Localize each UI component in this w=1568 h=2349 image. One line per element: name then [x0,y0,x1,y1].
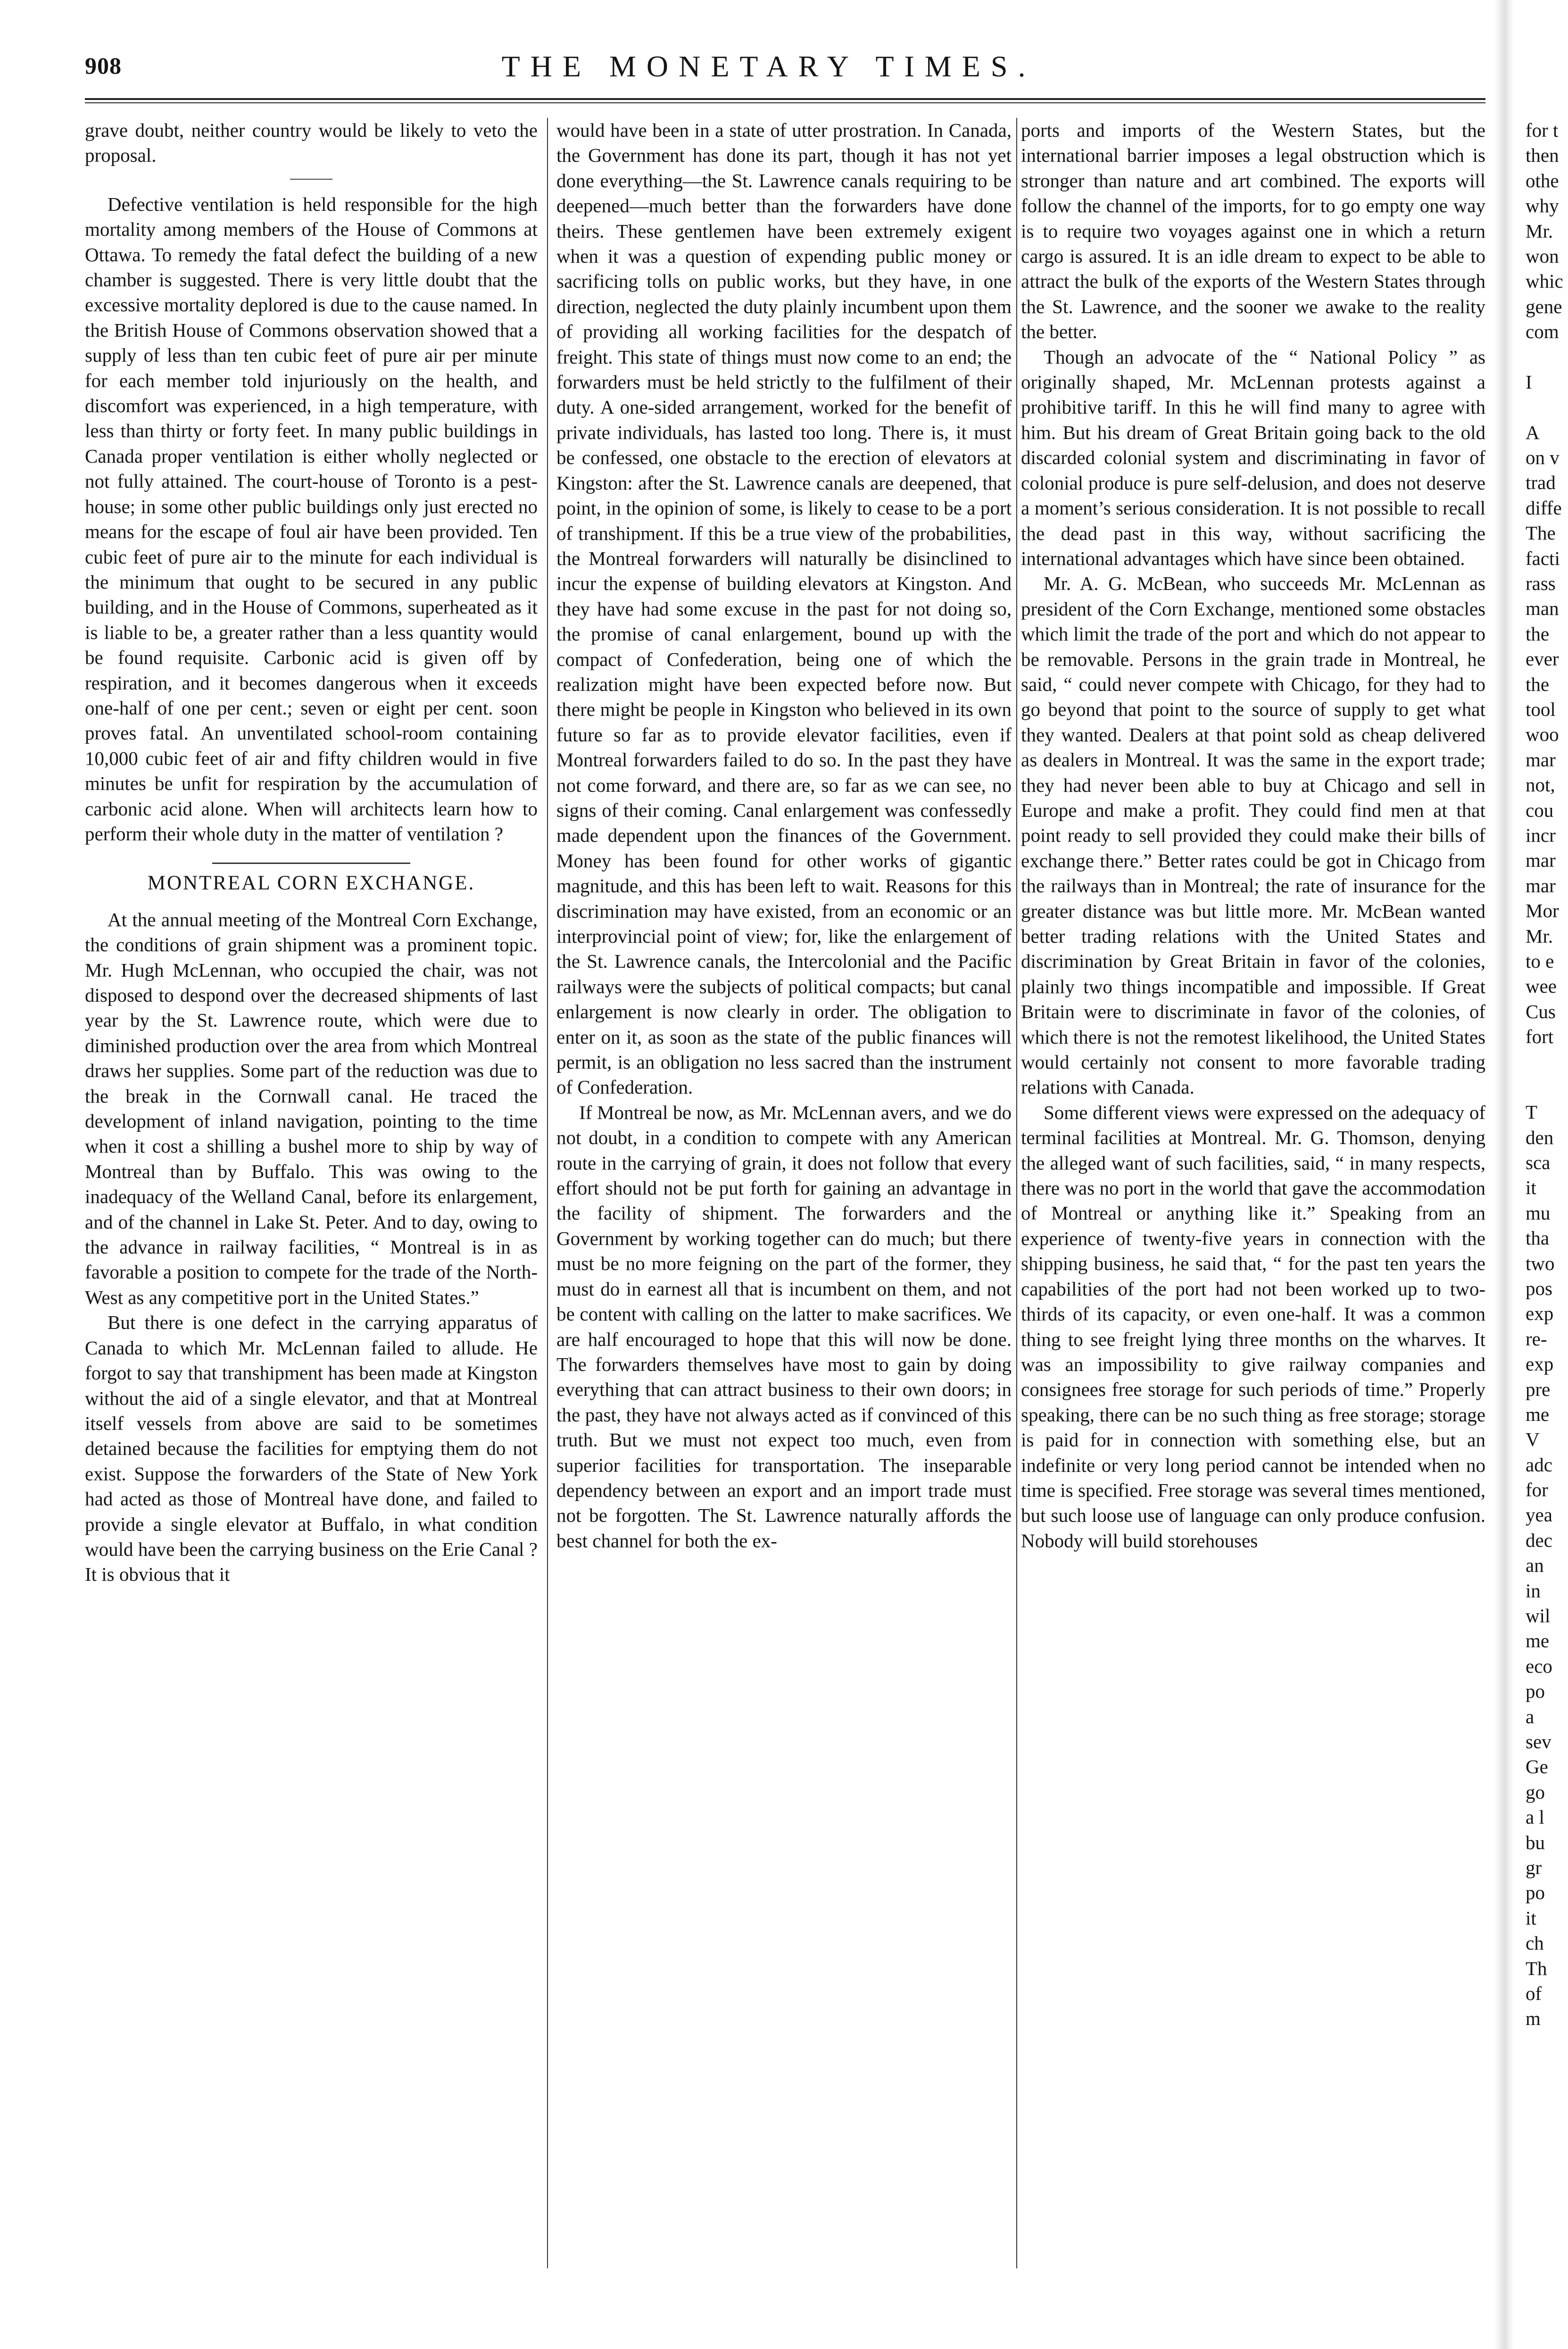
adjacent-page-fragment: diffe [1526,497,1562,519]
adjacent-page-fragment: Th [1526,1957,1547,1979]
adjacent-page-fragment: T [1526,1101,1538,1123]
paragraph: But there is one defect in the carrying apparatus of Canada to which Mr. McLennan failed to allude. He forgot to say that transhipment has been made at Kingston without the aid of a single elevator, and that at Montreal itself vessels from above are said to be sometimes detained because the facilities for emptying them do not exist. Suppose the forwarders of the State of New York had acted as those of Montreal have done, and failed to provide a single elevator at Buffalo, in what condition would have been the carrying business on the Erie Canal ? It is obvious that it [85,1311,538,1585]
section-heading: MONTREAL CORN EXCHANGE. [147,872,475,895]
adjacent-page-fragment: mar [1526,874,1556,896]
adjacent-page-fragment: a [1526,1705,1535,1727]
adjacent-page-fragment: tool [1526,698,1556,720]
paragraph: Defective ventilation is held responsible for the high mortality among members of the House of Commons at Ottawa. To remedy the fatal defect the building of a new chamber is suggested. There is very little doubt that the excessive mortality deplored is due to the cause named. In the British House of Commons observation showed that a supply of less than ten cubic feet of pure air per minute for each member told injuriously on the health, and discomfort was experienced, in a high temperature, with less than thirty or forty feet. In many public buildings in Canada proper ventilation is either wholly neglected or not fully attained. The court-house of Toronto is a pest-house; in some other public buildings only just erected no means for the escape of foul air have been provided. Ten cubic feet of pure air to the minute for each individual is the minimum that ought to be secured in any public building, and in the House of Commons, superheated as it is liable to be, a greater rather than a less quantity would be found requisite. Carbonic acid is given off by respiration, and it becomes dangerous when it exceeds one-half of one per cent.; seven or eight per cent. soon proves fatal. An unventilated school-room containing 10,000 cubic feet of air and fifty children would in five minutes be unfit for respiration by the accumulation of carbonic acid alone. When will architects learn how to perform their whole duty in the matter of ventilation ? [85,193,538,845]
adjacent-page-fragment: an [1526,1554,1544,1577]
adjacent-page-fragment: V [1526,1428,1540,1451]
paragraph: At the annual meeting of the Montreal Corn Exchange, the conditions of grain shipment was a prominent topic. Mr. Hugh McLennan, who occupied the chair, was not disposed to despond over the decreased shipments of last year by the St. Lawrence route, which were due to diminished production over the area from which Montreal draws her supplies. Some part of the reduction was due to the break in the Cornwall canal. He traced the development of inland navigation, pointing to the time when it cost a shilling a bushel more to ship by way of Montreal than by Buffalo. This was owing to the inadequacy of the Welland Canal, before its enlargement, and of the channel in Lake St. Peter. And to day, owing to the advance in railway facilities, “ Montreal is in as favorable a position to compete for the trade of the North-West as any competitive port in the United States.” [85,908,538,1308]
adjacent-page-fragment: exp [1526,1353,1554,1375]
paragraph: Though an advocate of the “ National Policy ” as originally shaped, Mr. McLennan protests against a prohibitive tariff. In this he will find many to agree with him. But his dream of Great Britain going back to the old discarded colonial system and discriminating in favor of colonial produce is pure self-delusion, and does not deserve a moment’s serious consideration. It is not possible to recall the dead past in this way, without sacrificing the international advantages which have since been obtained. [1021,346,1485,569]
adjacent-page-fragment: mu [1526,1202,1551,1224]
page-gutter-shadow [1495,0,1514,2349]
adjacent-page-fragment: den [1526,1126,1554,1148]
header-rule [85,98,1485,103]
adjacent-page-fragment: re- [1526,1328,1547,1350]
adjacent-page-fragment: com [1526,321,1559,343]
paragraph: Mr. A. G. McBean, who succeeds Mr. McLennan as president of the Corn Exchange, mentioned some obstacles which limit the trade of the port and which do not appear to be removable. Persons in the grain trade in Montreal, he said, “ could never compete with Chicago, for they had to go beyond that point to the source of supply to get what they wanted. Dealers at that point sold as cheap delivered as dealers in Montreal. It was the same in the export trade; they had never been able to buy at Chicago and sell in Europe and make a profit. They could find men at that point ready to sell provided they could make their bills of exchange there.” Better rates could be got in Chicago from the railways than in Montreal; the rate of insurance for the greater distance was but little more. Mr. McBean wanted better trading relations with the United States and discrimination by Great Britain in favor of the colonies, plainly two things incompatible and impossible. If Great Britain were to discriminate in favor of the colonies, of which there is not the remotest likelihood, the United States would certainly not consent to more favorable trading relations with Canada. [1021,573,1485,1098]
adjacent-page-fragment: for t [1526,119,1559,141]
adjacent-page-fragment: me [1526,1403,1550,1425]
adjacent-page-fragment: rass [1526,573,1556,595]
adjacent-page-fragment: fort [1526,1026,1554,1048]
adjacent-page-fragment: to e [1526,950,1554,972]
adjacent-page-fragment: for [1526,1479,1548,1501]
journal-title: THE MONETARY TIMES. [501,50,1036,83]
adjacent-page-fragment: go [1526,1781,1545,1803]
adjacent-page-fragment: facti [1526,547,1560,569]
adjacent-page-fragment [1526,1075,1568,1100]
column-divider [547,118,548,2268]
adjacent-page-fragment: me [1526,1630,1550,1652]
paragraph: would have been in a state of utter prostration. In Canada, the Government has done its part, though it has not yet done everything—the St. Lawrence canals requiring to be deepened—much better than the forwarders have done theirs. These gentlemen have been extremely exigent when it was a question of expending public money or sacrificing tolls on public works, but they have, in one direction, neglected the duty plainly incumbent upon them of providing all working facilities for the despatch of freight. This state of things must now come to an end; the forwarders must be held strictly to the fulfilment of their duty. A one-sided arrangement, worked for the benefit of private individuals, has lasted too long. There is, it must be confessed, one obstacle to the erection of elevators at Kingston: after the St. Lawrence canals are deepened, that point, in the opinion of some, is likely to cease to be a port of transhipment. If this be a true view of the probabilities, the Montreal forwarders will naturally be disinclined to incur the expense of building elevators at Kingston. And they have had some excuse in the past for not doing so, the promise of canal enlargement, bound up with the compact of Confederation, being one of which the realization might have been expected before now. But there might be people in Kingston who believed in its own future so far as to provide elevator facilities, even if Montreal forwarders failed to do so. In the past they have not come forward, and there are, so far as we can see, no signs of their coming. Canal enlargement was confessedly made dependent upon the finances of the Government. Money has been found for other works of gigantic magnitude, and this has been left to wait. Reasons for this discrimination may have existed, from an economic or an interprovincial point of view; for, like the enlargement of the St. Lawrence canals, the Intercolonial and the Pacific railways were the subjects of political compacts; but canal enlargement is now clearly in order. The obligation to enter on it, as soon as the state of the public finances will permit, is an obligation no less sacred than the instrument of Confederation. [556,119,1012,1098]
adjacent-page-fragment: po [1526,1680,1545,1702]
column-3 [1021,118,1485,2268]
adjacent-page-fragment: Mr. [1526,925,1553,947]
heading-rule [212,863,410,864]
adjacent-page-fragment: ch [1526,1932,1544,1954]
adjacent-page-fragment: pre [1526,1378,1551,1400]
adjacent-page-fragment: mar [1526,849,1556,872]
page-number: 908 [85,52,122,79]
section-separator [290,179,332,180]
page-header [71,52,1467,94]
adjacent-page-fragment [1526,1049,1568,1074]
adjacent-page-fragment: wil [1526,1605,1551,1627]
adjacent-page-fragment: Ge [1526,1756,1548,1778]
adjacent-page-fragment: the [1526,673,1550,695]
adjacent-page-fragment: on v [1526,447,1560,469]
adjacent-page-fragment: othe [1526,169,1559,191]
adjacent-page-fragment: two [1526,1252,1555,1274]
column-1 [85,118,538,2268]
adjacent-page-fragment: in [1526,1579,1541,1602]
adjacent-page-fragment [1526,395,1568,420]
column-2 [556,118,1012,2268]
paragraph: ports and imports of the Western States, but the international barrier imposes a legal obstruction which is stronger than nature and art combined. The exports will follow the channel of the imports, for to go empty one way is to require two voyages against one in which a return cargo is assured. It is an idle dream to expect to be able to attract the bulk of the exports of the Western States through the St. Lawrence, and the sooner we awake to the reality the better. [1021,119,1485,343]
adjacent-page-fragment: adc [1526,1453,1552,1476]
adjacent-page-fragment: mar [1526,748,1556,771]
adjacent-page-fragment: exp [1526,1303,1554,1325]
adjacent-page-fragment: man [1526,598,1559,620]
adjacent-page-fragment: not, [1526,774,1555,796]
adjacent-page-fragment: why [1526,195,1559,217]
adjacent-page-fragment: Cus [1526,1000,1556,1022]
adjacent-page-fragment: tha [1526,1227,1550,1249]
adjacent-page-fragment: then [1526,144,1559,166]
adjacent-page-fragment: yea [1526,1504,1552,1526]
adjacent-page-fragment: pos [1526,1277,1552,1299]
adjacent-page-fragment: whic [1526,270,1563,292]
adjacent-page-fragment: it [1526,1907,1536,1929]
paragraph: Some different views were expressed on the adequacy of terminal facilities at Montreal. Mr. G. Thomson, denying the alleged want of such facilities, said, “ in many respects, there was no port in the world that gave the accommodation of Montreal or anything like it.” Speaking from an experience of twenty-five years in connection with the shipping business, he said that, “ for the past ten years the capabilities of the port had not been worked up to two-thirds of its capacity, or even one-half. It was a common thing to see freight lying three months on the wharves. It was an impossibility to give railway companies and consignees free storage for such periods of time.” Properly speaking, there can be no such thing as free storage; storage is paid for in connection with something else, but an indefinite or very long period cannot be intended when no time is specified. Free storage was several times mentioned, but such loose use of language can only produce confusion. Nobody will build storehouses [1021,1101,1485,1552]
adjacent-page-fragment [1526,345,1568,370]
adjacent-page-fragment: A [1526,421,1540,443]
adjacent-page-fragment: Mor [1526,900,1559,922]
adjacent-page-fragment: cou [1526,799,1554,821]
adjacent-page-fragment: bu [1526,1831,1545,1853]
adjacent-page-fragment: gr [1526,1856,1542,1878]
adjacent-page-fragment: Mr. [1526,220,1553,242]
adjacent-page-fragment: wee [1526,975,1557,997]
adjacent-page-fragment: woo [1526,723,1559,746]
adjacent-page-fragment: the [1526,623,1550,645]
adjacent-page-fragment: won [1526,245,1559,267]
adjacent-page-fragment: po [1526,1882,1545,1904]
adjacent-page-fragment: a l [1526,1806,1544,1828]
adjacent-page-fragment: eco [1526,1655,1552,1677]
adjacent-page-fragment: I [1526,371,1532,393]
adjacent-page-edge [1526,118,1568,2268]
adjacent-page-fragment: m [1526,2008,1541,2030]
adjacent-page-fragment: dec [1526,1529,1552,1551]
adjacent-page-fragment: it [1526,1177,1536,1199]
column-divider [1016,118,1017,2268]
adjacent-page-fragment: sca [1526,1152,1551,1174]
adjacent-page-fragment: incr [1526,824,1556,846]
paragraph: If Montreal be now, as Mr. McLennan avers, and we do not doubt, in a condition to compete with any American route in the carrying of grain, it does not follow that every effort should not be put forth for gaining an advantage in the facility of shipment. The forwarders and the Government by working together can do much; but there must be no more feigning on the part of the former, they must do in earnest all that is incumbent on them, and not be content with calling on the latter to make sacrifices. We are half encouraged to hope that this will now be done. The forwarders themselves have most to gain by doing everything that can attract business to their own doors; in the past, they have not always acted as if convinced of this truth. But we must not expect too much, even from superior facilities for transportation. The inseparable dependency between an export and an import trade must not be forgotten. The St. Lawrence naturally affords the best channel for both the ex- [556,1101,1012,1552]
paragraph: grave doubt, neither country would be likely to veto the proposal. [85,119,538,166]
adjacent-page-fragment: The [1526,522,1556,544]
adjacent-page-fragment: sev [1526,1731,1551,1752]
adjacent-page-fragment: trad [1526,472,1556,494]
adjacent-page-fragment: ever [1526,648,1559,670]
adjacent-page-fragment: of [1526,1982,1542,2004]
adjacent-page-fragment: gene [1526,295,1562,317]
